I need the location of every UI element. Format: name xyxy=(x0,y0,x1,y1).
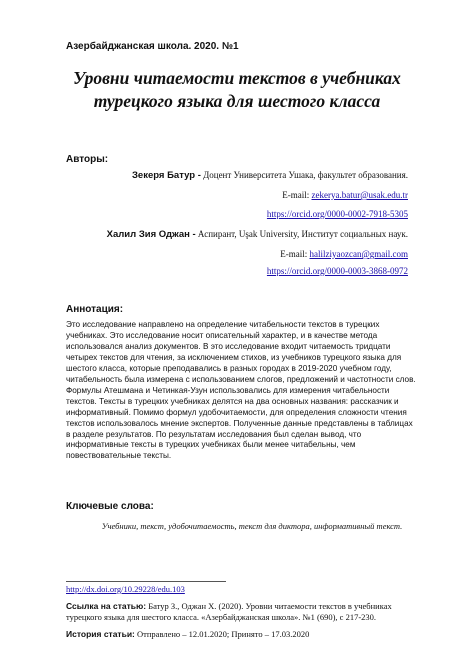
title-line-2: турецкого языка для шестого класса xyxy=(93,91,381,111)
abstract-line: текстов использовалось мнение экспертов. Полученные данные представлены в таблицах xyxy=(66,418,413,428)
article-history xyxy=(66,629,309,639)
abstract-heading: Аннотация: xyxy=(66,304,124,315)
footnote-divider xyxy=(66,581,226,582)
abstract-line: использовался анализ документов. В это исследование входит читаемость тридцати xyxy=(66,341,391,351)
history-label: История статьи: xyxy=(66,629,135,639)
abstract-body xyxy=(66,320,416,462)
abstract-line: информативные тексты в турецких учебниках были менее читабельны, чем xyxy=(66,440,356,450)
abstract-line: учебниках. Это исследование носит описательный характер, и в качестве метода xyxy=(66,330,378,340)
author-2-email-link[interactable]: halilziyaozcan@gmail.com xyxy=(309,249,408,259)
citation-label: Ссылка на статью: xyxy=(66,601,147,611)
authors-heading: Авторы: xyxy=(66,154,109,165)
abstract-line: Это исследование направлено на определение читабельности текстов в турецких xyxy=(66,320,380,329)
abstract-line: шестого класса, которые преподавались в разных городах в 2019-2020 учебном году, xyxy=(66,363,392,373)
author-2-email-row xyxy=(280,249,408,259)
article-title xyxy=(40,67,434,113)
author-1-orcid-row xyxy=(267,209,408,219)
keywords-heading: Ключевые слова: xyxy=(66,501,154,512)
author-2-orcid-row xyxy=(267,266,408,276)
abstract-line: информативный. Помимо формул удобочитаемости, для определения сложности чтения xyxy=(66,407,407,417)
author-1-name: Зекеря Батур - xyxy=(131,170,201,181)
journal-header: Азербайджанская школа. 2020. №1 xyxy=(66,41,239,52)
abstract-line: Формулы Атешмана и Четинкая-Узун использовались для измерения читабельности xyxy=(66,385,390,395)
author-1-email-label: E-mail: xyxy=(282,190,312,200)
doi-row xyxy=(66,584,185,594)
history-text: Отправлено – 12.01.2020; Принято – 17.03.2020 xyxy=(134,629,310,639)
author-2-orcid-link[interactable]: https://orcid.org/0000-0003-3868-0972 xyxy=(266,266,408,276)
citation-text-1: Батур З., Оджан Х. (2020). Уровни читаемости текстов в учебниках xyxy=(146,601,392,611)
doi-link[interactable]: http://dx.doi.org/10.29228/edu.103 xyxy=(66,584,185,594)
abstract-line: читабельность была измерена с использованием слогов, предложений и частотности слов. xyxy=(66,374,416,384)
abstract-line: повествовательные тексты. xyxy=(66,451,172,461)
abstract-line: текстов. Тексты в турецких учебниках делятся на два основных названия: рассказчик и xyxy=(66,396,399,406)
title-line-1: Уровни читаемости текстов в учебниках xyxy=(73,68,401,88)
author-2-affiliation: Аспирант, Uşak University, Институт социальных наук. xyxy=(195,229,408,239)
author-1-orcid-link[interactable]: https://orcid.org/0000-0002-7918-5305 xyxy=(266,209,408,219)
citation-block xyxy=(66,601,426,623)
citation-line-1 xyxy=(66,601,426,612)
keywords-text: Учебники, текст, удобочитаемость, текст для диктора, информативный текст. xyxy=(101,521,403,531)
citation-line-2: турецкого языка для шестого класса. «Азербайджанская школа». №1 (690), с 217-230. xyxy=(66,612,377,622)
author-1 xyxy=(132,170,408,181)
abstract-line: четырех текстов для чтения, за исключением стихов, из учебников турецкого языка для xyxy=(66,352,402,362)
author-1-email-row xyxy=(282,190,408,200)
author-2 xyxy=(107,229,408,240)
author-1-email-link[interactable]: zekerya.batur@usak.edu.tr xyxy=(311,190,408,200)
author-1-affiliation: Доцент Университета Ушака, факультет образования. xyxy=(200,170,408,180)
abstract-line: в разделе результатов. По результатам исследования был сделан вывод, что xyxy=(66,429,362,439)
author-2-name: Халил Зия Оджан - xyxy=(106,229,196,240)
author-2-email-label: E-mail: xyxy=(280,249,310,259)
